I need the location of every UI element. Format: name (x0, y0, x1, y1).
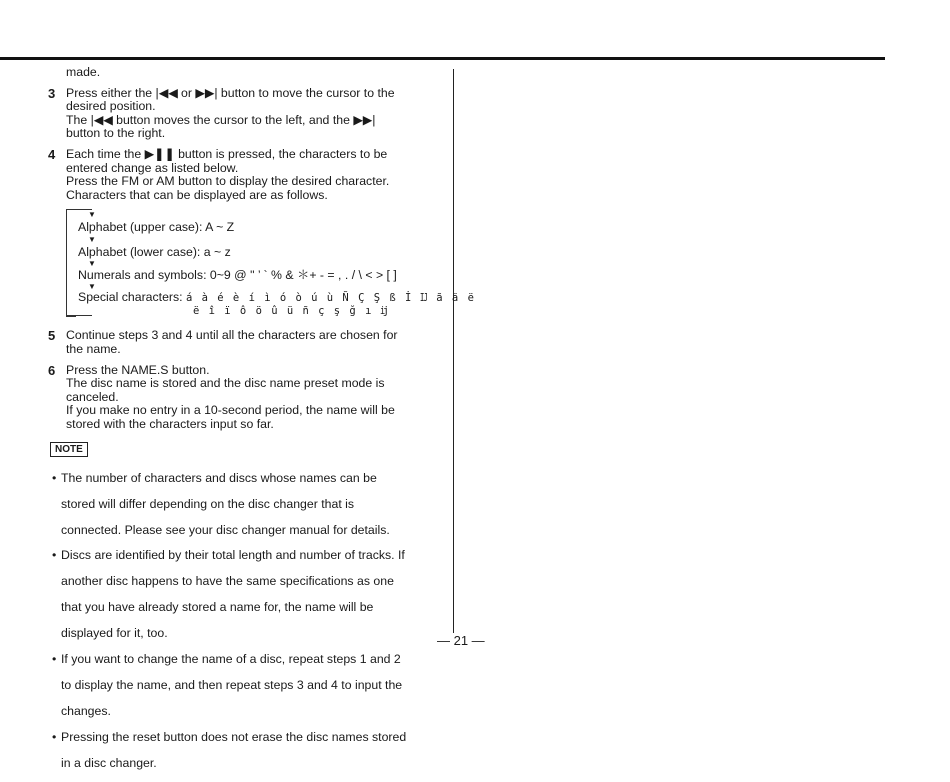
note-line: Discs are identified by their total length and number of tracks. If (61, 548, 405, 563)
note-line: The number of characters and discs whose names can be (61, 470, 377, 485)
step-line: entered change as listed below. (66, 160, 239, 175)
note-item (48, 472, 446, 537)
cycle-bottom-line (66, 315, 92, 316)
note-line: displayed for it, too. (61, 626, 168, 641)
char-upper-case: Alphabet (upper case): A ~ Z (78, 220, 235, 235)
down-arrow-icon: ▼ (88, 235, 96, 245)
step-line: Press the NAME.S button. (66, 362, 210, 377)
step-line: If you make no entry in a 10-second period, the name will be (66, 403, 395, 418)
bullet-icon: • (52, 729, 57, 744)
intro-text (48, 66, 446, 80)
note-line: in a disc changer. (61, 755, 157, 770)
note-line: If you want to change the name of a disc, repeat steps 1 and 2 (61, 652, 401, 667)
char-lower-case: Alphabet (lower case): a ~ z (78, 245, 231, 260)
note-line: another disc happens to have the same specifications as one (61, 574, 394, 589)
step-line: The |◀◀ button moves the cursor to the left, and the ▶▶| (66, 112, 376, 127)
bullet-icon: • (52, 470, 57, 485)
step-line: canceled. (66, 389, 119, 404)
note-label: NOTE (50, 442, 88, 457)
step-line: stored with the characters input so far. (66, 416, 274, 431)
special-chars-1: á à é è í ì ó ò ú ù Ñ Ç Ş ß İ Ĳ ã ä ë (186, 292, 476, 305)
step-line: button to the right. (66, 126, 166, 141)
note-line: Pressing the reset button does not erase the disc names stored (61, 729, 407, 744)
note-line: that you have already stored a name for, the name will be (61, 600, 374, 615)
step-number: 3 (48, 85, 56, 101)
note-line: changes. (61, 703, 111, 718)
step-line: Each time the ▶❚❚ button is pressed, the characters to be (66, 146, 388, 161)
note-line: connected. Please see your disc changer manual for details. (61, 522, 390, 537)
step-line: Press the FM or AM button to display the desired character. (66, 174, 390, 189)
down-arrow-icon: ▼ (88, 259, 96, 269)
bullet-icon: • (52, 652, 57, 667)
note-line: to display the name, and then repeat steps 3 and 4 to input the (61, 677, 403, 692)
step-line: The disc name is stored and the disc name preset mode is (66, 376, 385, 391)
step-number: 5 (48, 328, 56, 344)
char-numerals-symbols: Numerals and symbols: 0~9 @ " ’ ` % & ＊+ - = , . / \ < > [ ] (78, 268, 397, 283)
note-item (48, 731, 446, 770)
step-number: 4 (48, 146, 56, 162)
step-line: desired position. (66, 99, 156, 114)
step-line: Press either the |◀◀ or ▶▶| button to move the cursor to the (66, 85, 395, 100)
step-6 (48, 364, 446, 432)
step-line: Continue steps 3 and 4 until all the characters are chosen for (66, 328, 398, 343)
step-5 (48, 329, 446, 356)
down-arrow-icon: ▼ (88, 282, 96, 292)
char-special-row (78, 291, 475, 306)
bullet-icon: • (52, 548, 57, 563)
cycle-bracket (66, 209, 76, 317)
column-divider (453, 69, 454, 633)
down-arrow-icon: ▼ (88, 210, 96, 220)
note-line: stored will differ depending on the disc changer that is (61, 496, 355, 511)
intro-line: made. (66, 65, 101, 79)
step-3 (48, 87, 446, 141)
step-number: 6 (48, 362, 56, 378)
page-number: — 21 — (437, 633, 485, 648)
note-item (48, 549, 446, 640)
step-line: Characters that can be displayed are as follows. (66, 187, 328, 202)
step-4 (48, 148, 446, 202)
special-chars-2: ë î ï ô ö û ü ñ ç ş ğ ı ĳ (193, 305, 389, 318)
special-label: Special characters: (78, 290, 183, 305)
top-rule (0, 57, 885, 60)
step-line: the name. (66, 341, 121, 356)
character-cycle-diagram (66, 209, 476, 319)
note-item (48, 653, 446, 718)
